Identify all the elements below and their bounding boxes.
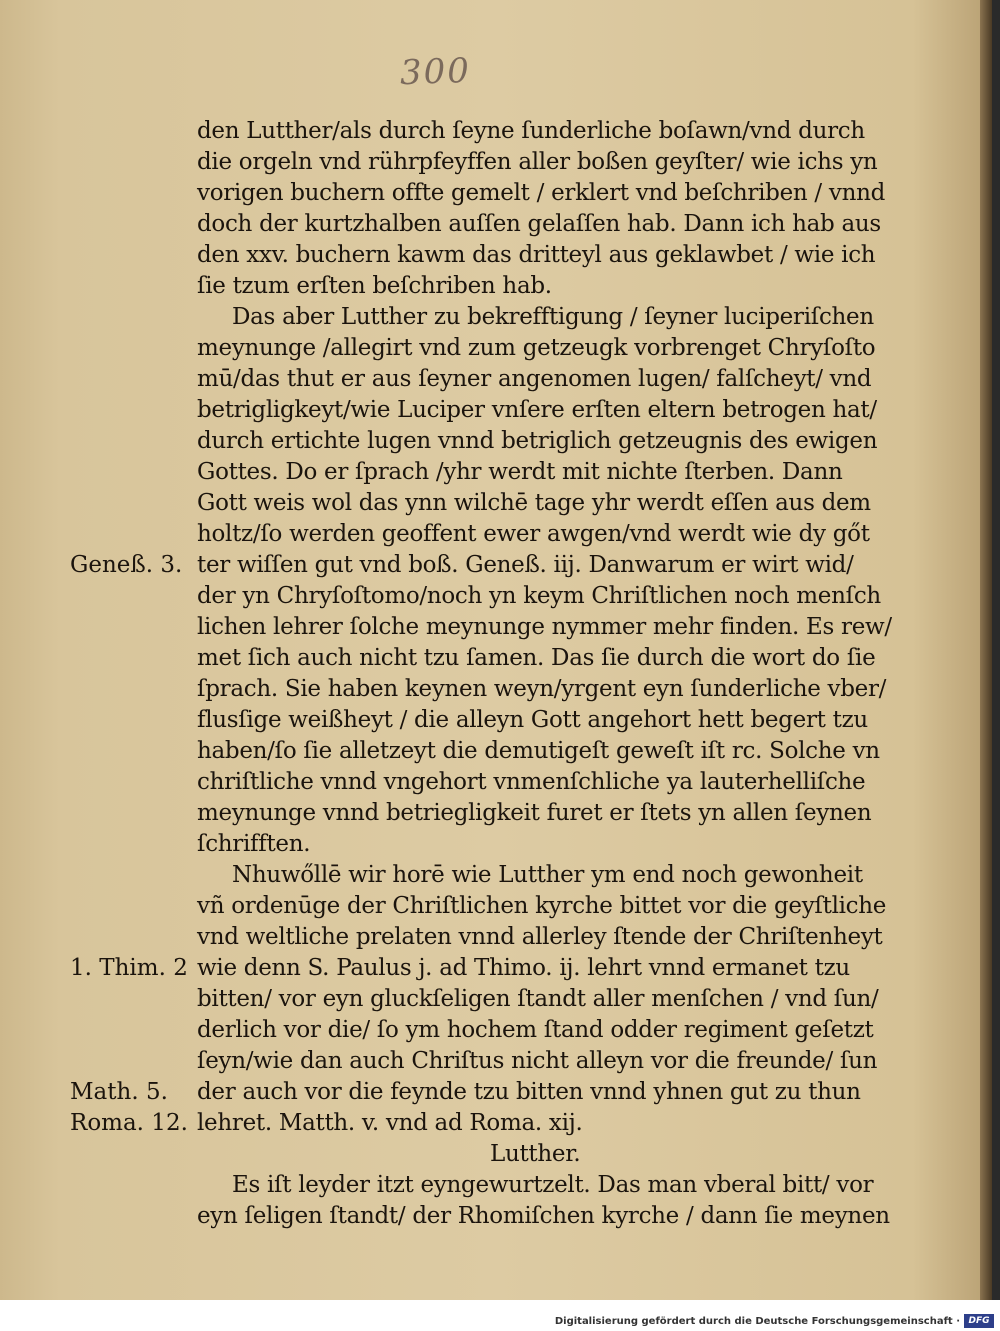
footer-bar — [0, 1300, 1000, 1331]
text-line: bitten/ vor eyn gluckſeligen ſtandt aller menſchen / vnd ſun/ — [197, 986, 879, 1012]
text-line: Gottes. Do er ſprach /yhr werdt mit nichte ſterben. Dann — [197, 459, 843, 485]
text-line: met ſich auch nicht tzu ſamen. Das ſie durch die wort do ſie — [197, 645, 876, 671]
text-line: ſprach. Sie haben keynen weyn/yrgent eyn ſunderliche vber/ — [197, 676, 887, 702]
book-spine — [980, 0, 992, 1300]
text-line: die orgeln vnd rührpfeyffen aller boßen geyſter/ wie ichs yn — [197, 149, 878, 175]
text-line: eyn ſeligen ſtandt/ der Rhomiſchen kyrche / dann ſie meynen — [197, 1203, 890, 1229]
text-line: Es iſt leyder itzt eyngewurtzelt. Das man vberal bitt/ vor — [232, 1172, 874, 1198]
margin-note: Geneß. 3. — [70, 552, 183, 578]
text-line: ter wiſſen gut vnd boß. Geneß. iij. Danwarum er wirt wid/ — [197, 552, 854, 578]
text-line: Nhuwőllē wir horē wie Lutther ym end noch gewonheit — [232, 862, 863, 888]
section-heading: Lutther. — [490, 1141, 581, 1167]
text-line: den xxv. buchern kawm das dritteyl aus geklawbet / wie ich — [197, 242, 876, 268]
text-line: betrigligkeyt/wie Luciper vnſere erſten eltern betrogen hat/ — [197, 397, 877, 423]
text-line: mū/das thut er aus ſeyner angenomen lugen/ falſcheyt/ vnd — [197, 366, 872, 392]
text-line: ſchrifften. — [197, 831, 311, 857]
text-line: den Lutther/als durch ſeyne ſunderliche boſawn/vnd durch — [197, 118, 865, 144]
text-line: der yn Chryſoſtomo/noch yn keym Chriſtlichen noch menſch — [197, 583, 881, 609]
text-line: meynunge /allegirt vnd zum getzeugk vorbrenget Chryſoſto — [197, 335, 876, 361]
text-line: derlich vor die/ ſo ym hochem ſtand odder regiment geſetzt — [197, 1017, 874, 1043]
text-line: ſie tzum erſten beſchriben hab. — [197, 273, 552, 299]
text-line: der auch vor die feynde tzu bitten vnnd yhnen gut zu thun — [197, 1079, 861, 1105]
text-line: Das aber Lutther zu bekrefftigung / ſeyner luciperiſchen — [232, 304, 874, 330]
text-line: meynunge vnnd betriegligkeit furet er ſtets yn allen ſeynen — [197, 800, 872, 826]
margin-note: Math. 5. — [70, 1079, 168, 1105]
handwritten-page-annotation: 300 — [399, 50, 472, 94]
text-line: holtz/ſo werden geoffent ewer awgen/vnd werdt wie dy gőt — [197, 521, 870, 547]
text-line: Gott weis wol das ynn wilchē tage yhr werdt eſſen aus dem — [197, 490, 871, 516]
text-line: ſeyn/wie dan auch Chriſtus nicht alleyn vor die freunde/ ſun — [197, 1048, 878, 1074]
margin-note: Roma. 12. — [70, 1110, 188, 1136]
text-line: durch ertichte lugen vnnd betriglich getzeugnis des ewigen — [197, 428, 878, 454]
text-line: vnd weltliche prelaten vnnd allerley ſtende der Chriſtenheyt — [197, 924, 883, 950]
text-line: lichen lehrer ſolche meynunge nymmer mehr finden. Es rew/ — [197, 614, 892, 640]
text-line: vñ ordenūge der Chriſtlichen kyrche bittet vor die geyſtliche — [197, 893, 887, 919]
text-line: flusſige weißheyt / die alleyn Gott angehort hett begert tzu — [197, 707, 868, 733]
text-line: wie denn S. Paulus j. ad Thimo. ij. lehrt vnnd ermanet tzu — [197, 955, 850, 981]
text-line: doch der kurtzhalben auſſen gelaſſen hab. Dann ich hab aus — [197, 211, 881, 237]
margin-note: 1. Thim. 2 — [70, 955, 188, 981]
dfg-logo-icon: DFG — [964, 1314, 994, 1328]
text-line: chriſtliche vnnd vngehort vnmenſchliche ya lauterhelliſche — [197, 769, 866, 795]
funding-credit: Digitalisierung gefördert durch die Deutsche Forschungsgemeinschaft · — [554, 1316, 960, 1327]
text-line: haben/ſo ſie alletzeyt die demutigeſt geweſt iſt rc. Solche vn — [197, 738, 880, 764]
text-line: lehret. Matth. v. vnd ad Roma. xij. — [197, 1110, 583, 1136]
text-line: vorigen buchern offte gemelt / erklert vnd beſchriben / vnnd — [197, 180, 886, 206]
